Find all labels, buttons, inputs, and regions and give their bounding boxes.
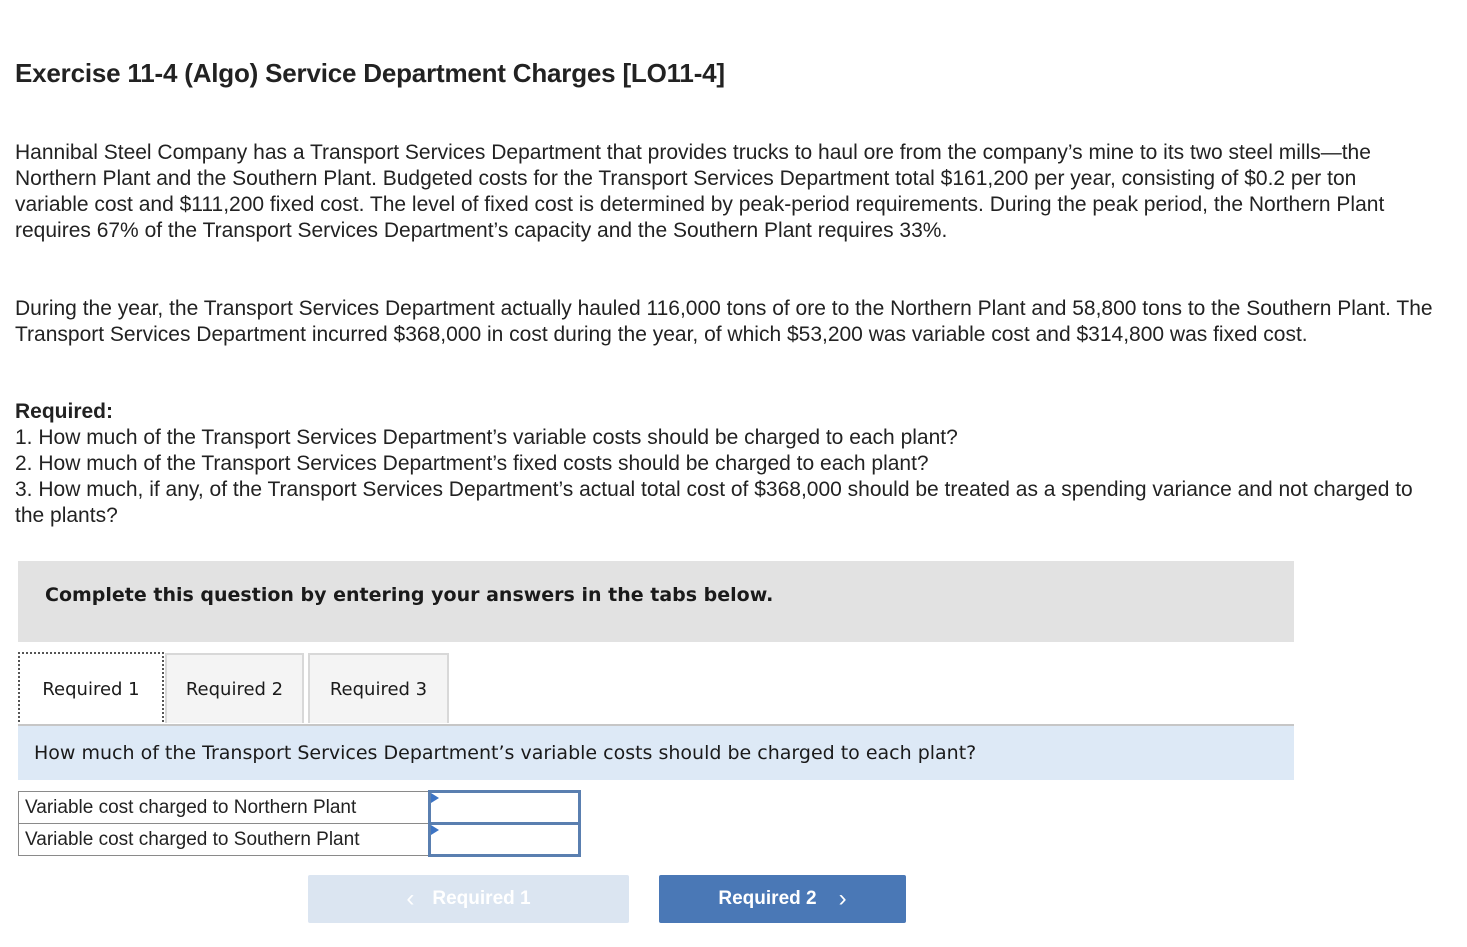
- required-section: [15, 399, 1435, 529]
- required-item-1: 1. How much of the Transport Services Department’s variable costs should be charged to each plant?: [15, 426, 958, 449]
- answer-cell-southern: [430, 824, 580, 856]
- next-button[interactable]: [659, 875, 906, 923]
- tab-required-1[interactable]: [18, 652, 164, 726]
- tab-label: Required 1: [42, 678, 140, 700]
- required-heading: Required:: [15, 400, 114, 423]
- table-row: [19, 792, 580, 824]
- instruction-banner: [18, 561, 1294, 642]
- question-text: How much of the Transport Services Department’s variable costs should be charged to each plant?: [34, 742, 977, 764]
- page-title: Exercise 11-4 (Algo) Service Department Charges [LO11-4]: [15, 58, 725, 88]
- tab-required-2[interactable]: [165, 653, 304, 723]
- problem-paragraph-1: Hannibal Steel Company has a Transport Services Department that provides trucks to haul ore from the company’s mine to its two steel mills—the Northern Plant and the Southern Plant. Budgeted costs for the Transport Services Department total $161,200 per year, consisting of $0.2 per ton variable cost and $111,200 fixed cost. The level of fixed cost is determined by peak-period requirements. During the peak period, the Northern Plant requires 67% of the Transport Services Department’s capacity and the Southern Plant requires 33%.: [15, 141, 1385, 242]
- prev-button-label: Required 1: [432, 888, 531, 909]
- instruction-text: Complete this question by entering your answers in the tabs below.: [45, 584, 774, 606]
- question-banner: [18, 726, 1294, 780]
- answer-label-southern: Variable cost charged to Southern Plant: [19, 824, 430, 856]
- northern-plant-variable-cost-input[interactable]: [431, 793, 578, 822]
- chevron-right-icon: ›: [838, 885, 847, 912]
- problem-paragraph-2: During the year, the Transport Services Department actually hauled 116,000 tons of ore to the Northern Plant and 58,800 tons to the Southern Plant. The Transport Services Department incurred $368,000 in cost during the year, of which $53,200 was variable cost and $314,800 was fixed cost.: [15, 297, 1433, 346]
- next-button-label: Required 2: [718, 888, 817, 909]
- required-item-3: 3. How much, if any, of the Transport Services Department’s actual total cost of $368,000 should be treated as a spending variance and not charged to the plants?: [15, 478, 1413, 527]
- tab-label: Required 2: [185, 678, 284, 700]
- table-row: [19, 824, 580, 856]
- prev-button[interactable]: [308, 875, 629, 923]
- tab-label: Required 3: [329, 678, 428, 700]
- required-item-2: 2. How much of the Transport Services Department’s fixed costs should be charged to each plant?: [15, 452, 929, 475]
- tab-required-3[interactable]: [308, 653, 449, 723]
- answer-cell-northern: [430, 792, 580, 824]
- chevron-left-icon: ‹: [406, 885, 415, 912]
- southern-plant-variable-cost-input[interactable]: [431, 825, 578, 854]
- answer-label-northern: Variable cost charged to Northern Plant: [19, 792, 430, 824]
- answer-table: [18, 790, 581, 857]
